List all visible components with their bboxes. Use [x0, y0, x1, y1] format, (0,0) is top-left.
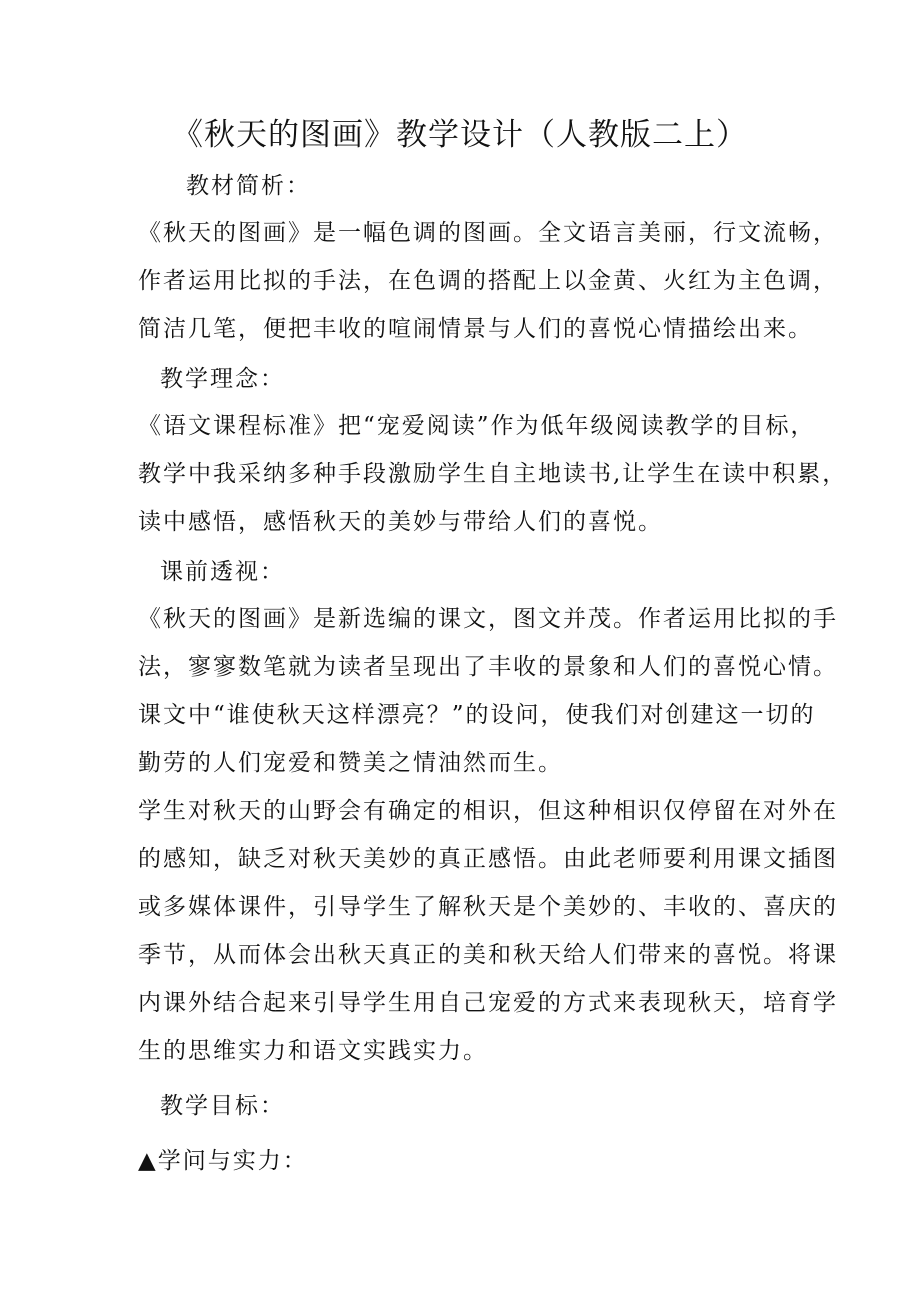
paragraph-line: 的感知，缺乏对秋天美妙的真正感悟。由此老师要利用课文插图 [138, 846, 838, 872]
section-heading-textbook-analysis: 教材简析： [186, 173, 311, 199]
paragraph-line: 季节，从而体会出秋天真正的美和秋天给人们带来的喜悦。将课 [138, 942, 838, 968]
subheading-knowledge-and-ability: ▲学问与实力： [138, 1148, 308, 1174]
section-heading-teaching-philosophy: 教学理念： [160, 366, 285, 392]
paragraph-line: 或多媒体课件，引导学生了解秋天是个美妙的、丰收的、喜庆的 [138, 894, 838, 920]
paragraph-line: 教学中我采纳多种手段激励学生自主地读书,让学生在读中积累， [138, 461, 848, 487]
paragraph-line: 简洁几笔，便把丰收的喧闹情景与人们的喜悦心情描绘出来。 [138, 316, 813, 342]
paragraph-line: 读中感悟，感悟秋天的美妙与带给人们的喜悦。 [138, 509, 663, 535]
paragraph-line: 作者运用比拟的手法，在色调的搭配上以金黄、火红为主色调， [138, 268, 838, 294]
section-heading-teaching-objectives: 教学目标： [160, 1093, 285, 1119]
paragraph-line: 法，寥寥数笔就为读者呈现出了丰收的景象和人们的喜悦心情。 [138, 654, 838, 680]
paragraph-line: 《秋天的图画》是一幅色调的图画。全文语言美丽，行文流畅， [138, 220, 838, 246]
paragraph-line: 勤劳的人们宠爱和赞美之情油然而生。 [138, 750, 563, 776]
paragraph-line: 学生对秋天的山野会有确定的相识，但这种相识仅停留在对外在 [138, 798, 838, 824]
paragraph-line: 《语文课程标准》把“宠爱阅读”作为低年级阅读教学的目标， [138, 413, 816, 439]
paragraph-line: 课文中“谁使秋天这样漂亮？”的设问，使我们对创建这一切的 [138, 702, 816, 728]
document-title: 《秋天的图画》教学设计（人教版二上） [172, 117, 748, 153]
section-heading-pre-lesson-overview: 课前透视： [160, 559, 285, 585]
paragraph-line: 生的思维实力和语文实践实力。 [138, 1038, 488, 1064]
paragraph-line: 内课外结合起来引导学生用自己宠爱的方式来表现秋天，培育学 [138, 990, 838, 1016]
paragraph-line: 《秋天的图画》是新选编的课文，图文并茂。作者运用比拟的手 [138, 606, 838, 632]
